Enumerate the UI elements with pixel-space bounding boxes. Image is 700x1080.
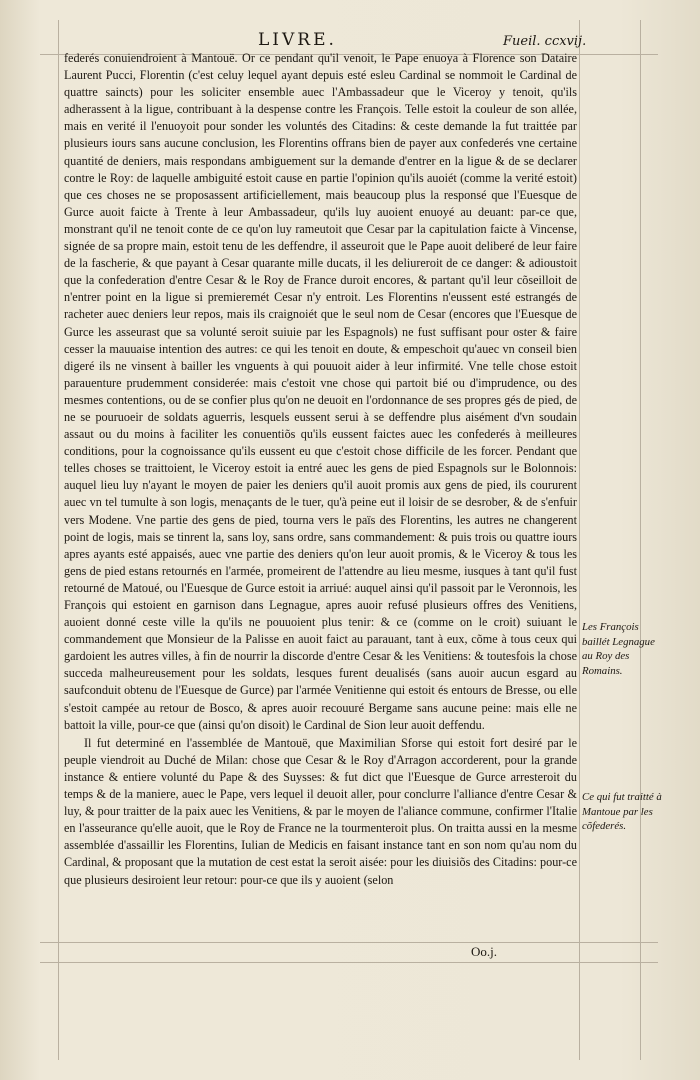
outer-right-rule [640, 20, 641, 1060]
bottom-rule [40, 942, 658, 943]
footer-rule [40, 962, 658, 963]
margin-note-legnague: Les François baillét Legnague au Roy des Romains. [582, 621, 655, 677]
folio-number: Fueil. ccxvij. [503, 34, 587, 49]
signature-mark: Oo.j. [471, 944, 497, 959]
paragraph-1: federés conuiendroient à Mantouë. Or ce pendant qu'il venoit, le Pape enuoya à Florence son Dataire Laurent Pucci, Florentin (c'est celuy lequel ayant depuis esté esleu Cardinal se nommoit le Cardinal de quattre saincts) pour les soliciter ensemble auec l'Ambassadeur que le Viceroy y tenoit, qu'ils adherassent à la ligue, contribuant à la despense contre les François. Telle estoit la couleur de son allée, mais en verité il l'enuoyoit pour sonder les voluntés des Citadins: & ceste demande la fut traittée par plusieurs iours sans aucune conclusion, les Florentins offrans bien de payer aux confederés vne certaine quantité de deniers, mais respondans ambiguement sur la demande d'entrer en la ligue & de se declarer contre le Roy: de laquelle ambiguité estoit cause en partie l'opinion qu'ils auoiét (comme la verité estoit) que ces choses ne se proposassent artificiellement, mais beaucoup plus la responsé que l'Euesque de Gurce auoit faicte à Trente à leur Ambassadeur, qu'ils luy auoient enuoyé au deuant: par-ce que, monstrant qu'il ne tenoit conte de ce qu'on luy rameutoit que Cesar par la capitulation faicte à Vincense, signée de sa propre main, estoit tenu de les deffendre, il asseuroit que le Pape auoit deliberé de leur faire de la fascherie, & que payant à Cesar quarante mille ducats, il les deliureroit de ce danger: & adioustoit que la confederation d'entre Cesar & le Roy de France duroit encores, & partant qu'il leur cõseilloit de n'entrer point en la ligue si premieremét Cesar n'y entroit. Les Florentins n'eussent esté estrangés de racheter auec deniers leur repos, mais ils craignoiét que le seul nom de Cesar (encores que l'Euesque de Gurce les asseurast que sa volunté seroit suiuie par les Espagnols) ne fust suffisant pour oster & faire cesser la mauuaise intention des autres: ce qui les tenoit en doute, & empeschoit qu'auec vn conseil bien digeré ils ne vinsent à bailler les vnguents à qui pouuoit aider à leur infirmité. Vne telle chose estoit parauenture prudemment considerée: mais c'estoit vne chose qui partoit bié ou d'imprudence, ou des mesmes contentions, ou de se confier plus qu'on ne deuoit en l'ordonnance de ses propres gés de pied, de ne se pouruoeir de soldats aguerris, lesquels eussent serui à se deffendre plus aisément d'vn soudain assaut ou du moins à faciliter les conuentiõs qu'ils eussent faictes auec les confederés à meilleures conditions, pour la cognoissance qu'ils eussent eu que c'estoit chose difficile de les forcer. Pendant que telles choses se traittoient, le Viceroy estoit ia entré auec les gens de pied Espagnols sur le Bolonnois: auquel lieu luy n'ayant le moyen de paier les deniers qu'il auoit promis aux gens de pied, ils coururent auec vn tel tumulte à son logis, menaçants de le tuer, qu'à peine eut il loisir de se desrober, & de s'enfuir vers Modene. Vne partie des gens de pied, tourna vers le païs des Florentins, les autres ne changerent point de logis, mais se tinrent la, sans loy, sans ordre, sans commandement: & puis trois ou quattre iours apres ayants esté appaisés, auec vne partie des deniers qu'on leur auoit promis, & le Viceroy & tous les gens de pied estans retournés en l'armée, promeirent de l'attendre au lieu mesme, iusques à tant qu'il fust retourné de Matoué, ou l'Euesque de Gurce estoit ia arriué: auquel ainsi qu'il passoit par le Veronnois, les François qui estoient en garnison dans Legnague, apres auoir refusé plusieurs offres des Venitiens, auoient donné ceste ville la qu'ils ne pouuoient plus tenir: & ce (comme on le croit) suiuant le commandement que Monsieur de la Palisse en auoit faict au parauant, tant à eux, cõme à tous ceux qui gardoient les autres villes, à fin de nourrir la discorde d'entre Cesar & les Venitiens: & toutesfois la chose succeda malheureusement pour les soldats, lesques furent deualisés (sans auoir aucun esgard au saufconduit obtenu de l'Euesque de Gurce) par l'armée Venitienne qui estoit és entours de Bresse, ou elle s'estoit campée au retour de Bosco, & apres auoir recouuré Bergame sans aucune peine: mais elle ne battoit la ville, pour-ce que (ainsi qu'on disoit) le Cardinal de Sion leur auoit deffendu. [64, 51, 577, 732]
margin-note-mantoue: Ce qui fut traitté à Mantoue par les cõfederés. [582, 791, 662, 832]
running-title: LIVRE. [258, 30, 337, 50]
main-text-block [64, 50, 577, 889]
right-column-rule [579, 20, 580, 1060]
left-column-rule [58, 20, 59, 1060]
paragraph-2: Il fut determiné en l'assemblée de Mantouë, que Maximilian Sforse qui estoit fort desiré par le peuple viendroit au Duché de Milan: chose que Cesar & le Roy d'Arragon accorderent, pour la grande instance & entiere volunté du Pape & des Suysses: & fut dict que l'Euesque de Gurce arresteroit du temps & de la maniere, auec le Pape, vers lequel il deuoit aller, pour conclurre l'alliance d'entre Cesar & luy, & pour traitter de la paix auec les Venitiens, & par le moyen de l'aliance commune, confirmer l'Italie en l'asseurance qu'elle auoit, que le Roy de France ne la tourmenteroit plus. On traitta aussi en la mesme assemblée d'assaillir les Florentins, Iulian de Medicis en faisant instance tant en son nom qu'au nom du Cardinal, & proposant que la mutation de cest estat la seroit aisée: pour les diuisiõs des Citadins: pour-ce que plusieurs desiroient leur retour: pour-ce que ils y auoient (selon [64, 735, 577, 887]
